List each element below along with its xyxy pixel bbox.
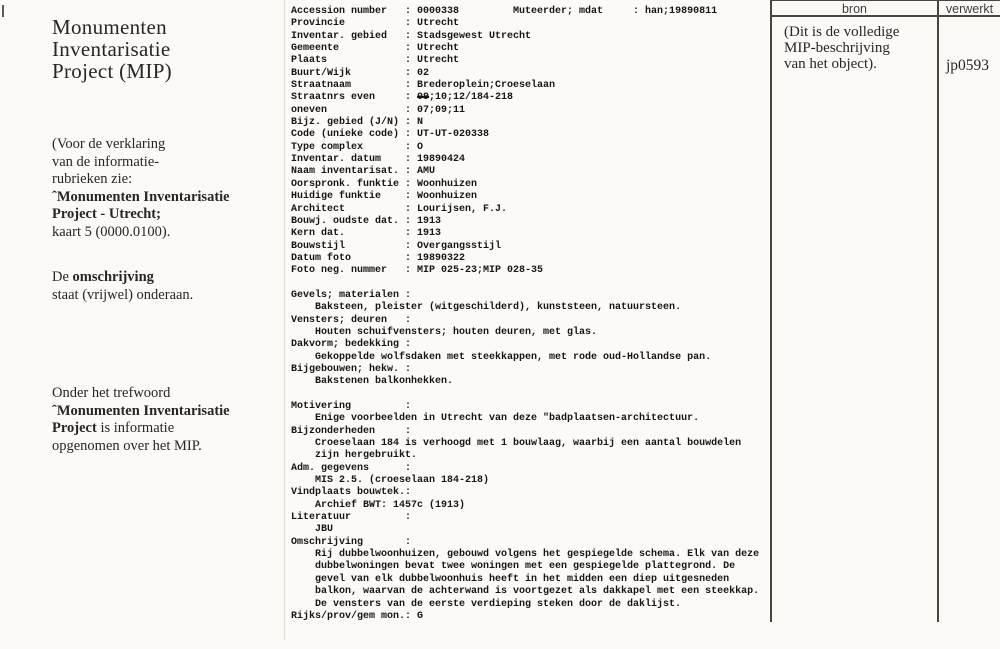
- record-line: De vensters van de eerste verdieping steken door de daklijst.: [291, 598, 682, 610]
- text-segment: Project: [52, 420, 97, 436]
- record-line: Houten schuifvensters; houten deuren, met glas.: [291, 326, 598, 338]
- record-line: Bijz. gebied (J/N) : N: [291, 117, 424, 129]
- record-line: Provincie : Utrecht: [291, 18, 460, 30]
- record-line: Archief BWT: 1457c (1913): [291, 499, 466, 511]
- record-line: Huidige funktie : Woonhuizen: [291, 191, 478, 203]
- page-title-line: Project (MIP): [52, 59, 172, 83]
- record-line: Motivering :: [291, 401, 412, 412]
- record-line: Kern dat. : 1913: [291, 228, 442, 240]
- record-line: Inventar. gebied : Stadsgewest Utrecht: [291, 30, 532, 42]
- record-line: Bijzonderheden :: [291, 425, 412, 437]
- note-trefwoord: [52, 385, 262, 455]
- note-verklaring: [52, 136, 262, 241]
- record-line: Datum foto : 19890322: [291, 252, 466, 264]
- bron-note-line: (Dit is de volledige: [784, 24, 900, 40]
- record-line: Omschrijving :: [291, 536, 412, 548]
- scan-seam-line: [284, 0, 285, 640]
- text-segment: kaart 5 (0000.0100).: [52, 223, 171, 240]
- record-line: Foto neg. nummer : MIP 025-23;MIP 028-35: [291, 265, 544, 277]
- text-segment: ˆMonumenten Inventarisatie: [52, 188, 230, 205]
- record-line: Buurt/Wijk : 02: [291, 67, 430, 79]
- record-line: Type complex : O: [291, 141, 424, 153]
- page-title-line: Monumenten: [52, 15, 167, 39]
- record-line: oneven : 07;09;11: [291, 104, 466, 116]
- text-segment: van de informatie-: [52, 153, 160, 170]
- record-line: JBU: [291, 524, 334, 536]
- record-line: Architect : Lourijsen, F.J.: [291, 203, 508, 215]
- mip-record-text: [291, 6, 759, 623]
- text-segment: De: [52, 269, 73, 285]
- record-line: gevel van elk dubbelwoonhuis heeft in het midden een diep uitgesneden: [291, 573, 730, 585]
- record-line: MIS 2.5. (croeselaan 184-218): [291, 475, 490, 487]
- table-left-border: [770, 0, 772, 622]
- table-top-border: [770, 0, 1000, 1]
- text-segment: opgenomen over het MIP.: [52, 437, 202, 454]
- record-line: Inventar. datum : 19890424: [291, 154, 466, 166]
- record-line: Gemeente : Utrecht: [291, 43, 460, 55]
- record-line: Bouwj. oudste dat. : 1913: [291, 215, 442, 227]
- text-segment: ˆMonumenten Inventarisatie: [52, 402, 230, 419]
- record-line: Dakvorm; bedekking :: [291, 339, 412, 351]
- record-line: Bakstenen balkonhekken.: [291, 376, 454, 388]
- page-title: [52, 16, 172, 82]
- record-line: Rijks/prov/gem mon.: G: [291, 610, 424, 622]
- text-segment: is informatie: [96, 420, 175, 436]
- record-line: Vindplaats bouwtek.:: [291, 487, 412, 499]
- record-line: Enige voorbeelden in Utrecht van deze "badplaatsen-architectuur.: [291, 413, 700, 425]
- record-line: Gekoppelde wolfsdaken met steekkappen, met rode oud-Hollandse pan.: [291, 351, 712, 363]
- column-header-bron: bron: [841, 2, 868, 16]
- record-line: Bouwstijl : Overgangsstijl: [291, 240, 502, 252]
- record-line: Rij dubbelwoonhuizen, gebouwd volgens het gespiegelde schema. Elk van deze: [291, 549, 760, 561]
- bron-note-line: MIP-beschrijving: [784, 39, 890, 56]
- column-header-verwerkt: verwerkt: [945, 2, 994, 16]
- record-line: Baksteen, pleister (witgeschilderd), kunststeen, natuursteen.: [291, 302, 682, 314]
- table-column-divider: [937, 0, 939, 622]
- page-title-line: Inventarisatie: [52, 37, 171, 61]
- record-line: dubbelwoningen bevat twee woningen met een gespiegelde plattegrond. De: [291, 561, 736, 573]
- text-segment: (Voor de verklaring: [52, 136, 166, 152]
- record-line: Naam inventarisat. : AMU: [291, 166, 436, 178]
- record-line: Gevels; materialen :: [291, 289, 412, 301]
- bron-note: [784, 25, 934, 72]
- record-line: [291, 389, 759, 401]
- struck-text: 09: [417, 92, 430, 104]
- record-line: Adm. gegevens :: [291, 462, 412, 474]
- record-line: balkon, waarvan de achterwand is voortgezet als dakkapel met een steekkap.: [291, 586, 760, 598]
- record-line: Plaats : Utrecht: [291, 55, 460, 67]
- record-line: Bijgebouwen; hekw. :: [291, 363, 412, 375]
- record-line: [291, 278, 759, 290]
- text-segment: omschrijving: [72, 269, 154, 285]
- scan-edge-mark: [2, 5, 4, 17]
- text-segment: Project - Utrecht;: [52, 206, 161, 222]
- record-line: Literatuur :: [291, 512, 412, 524]
- record-line: Vensters; deuren :: [291, 314, 412, 326]
- record-line: Code (unieke code) : UT-UT-020338: [291, 129, 490, 141]
- record-line: Croeselaan 184 is verhoogd met 1 bouwlaag, waarbij een aantal bouwdelen: [291, 438, 742, 450]
- record-line: Straatnrs even : 09;10;12/184-218: [291, 92, 514, 104]
- record-line: zijn hergebruikt.: [291, 450, 418, 462]
- record-line: Accession number : 0000338 Muteerder; mdat : han;19890811: [291, 6, 718, 17]
- text-segment: staat (vrijwel) onderaan.: [52, 286, 194, 303]
- text-segment: Onder het trefwoord: [52, 385, 171, 401]
- text-segment: rubrieken zie:: [52, 171, 133, 187]
- note-omschrijving: [52, 269, 262, 304]
- bron-note-line: van het object).: [784, 55, 877, 72]
- record-line: Straatnaam : Brederoplein;Croeselaan: [291, 80, 556, 92]
- record-line: Oorspronk. funktie : Woonhuizen: [291, 178, 478, 190]
- verwerkt-code: jp0593: [946, 57, 990, 74]
